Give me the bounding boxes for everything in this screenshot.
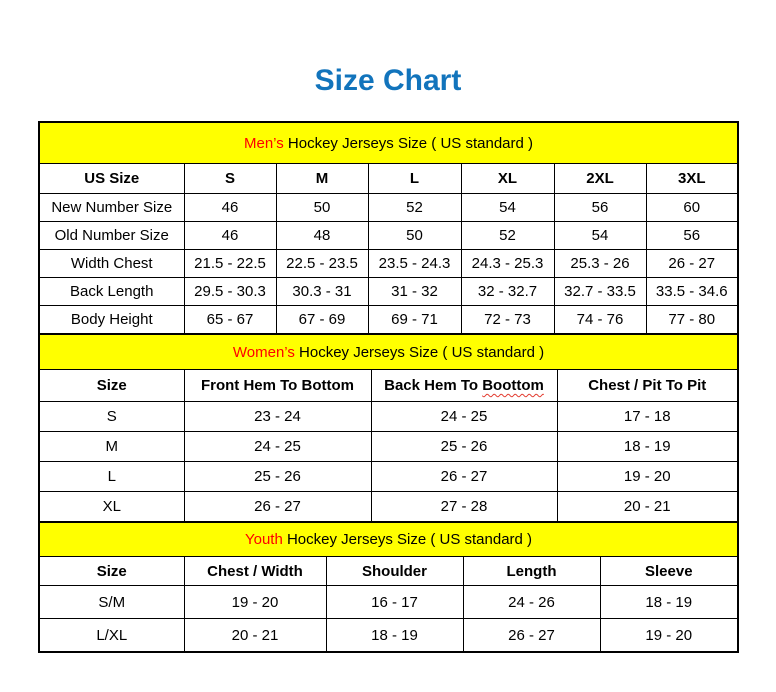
column-header: XL — [461, 164, 554, 194]
size-value-cell: 32 - 32.7 — [461, 278, 554, 306]
column-header: Shoulder — [326, 557, 463, 586]
size-value-cell: 20 - 21 — [184, 619, 326, 653]
column-header: S — [184, 164, 276, 194]
mens-banner-text: Hockey Jerseys Size ( US standard ) — [283, 134, 534, 152]
table-row — [39, 402, 738, 432]
size-value-cell: 60 — [646, 194, 738, 222]
size-value-cell: 24 - 25 — [184, 432, 371, 462]
size-value-cell: 50 — [276, 194, 368, 222]
table-row — [39, 522, 738, 557]
column-header: L — [368, 164, 461, 194]
row-label: Body Height — [39, 306, 184, 335]
size-value-cell: 24.3 - 25.3 — [461, 250, 554, 278]
size-value-cell: 22.5 - 23.5 — [276, 250, 368, 278]
size-value-cell: 48 — [276, 222, 368, 250]
column-header: M — [276, 164, 368, 194]
size-value-cell: 18 - 19 — [600, 586, 738, 619]
size-value-cell: 67 - 69 — [276, 306, 368, 335]
column-header: Length — [463, 557, 600, 586]
size-value-cell: 26 - 27 — [463, 619, 600, 653]
size-value-cell: 74 - 76 — [554, 306, 646, 335]
table-row — [39, 586, 738, 619]
size-value-cell: 46 — [184, 222, 276, 250]
table-row — [39, 370, 738, 402]
row-label: Width Chest — [39, 250, 184, 278]
size-value-cell: 24 - 26 — [463, 586, 600, 619]
size-value-cell: 56 — [554, 194, 646, 222]
size-value-cell: 19 - 20 — [557, 462, 738, 492]
womens-banner — [39, 334, 738, 370]
size-value-cell: 18 - 19 — [557, 432, 738, 462]
column-header: 2XL — [554, 164, 646, 194]
row-label: S/M — [39, 586, 184, 619]
table-row — [39, 194, 738, 222]
size-value-cell: 25.3 - 26 — [554, 250, 646, 278]
column-header: Size — [39, 370, 184, 402]
table-row — [39, 619, 738, 653]
size-value-cell: 21.5 - 22.5 — [184, 250, 276, 278]
size-value-cell: 54 — [461, 194, 554, 222]
size-value-cell: 18 - 19 — [326, 619, 463, 653]
table-row — [39, 557, 738, 586]
mens-banner-accent: Men’s — [244, 134, 284, 152]
misspelled-word: Boottom — [482, 377, 544, 394]
page-title: Size Chart — [314, 64, 462, 97]
size-value-cell: 25 - 26 — [184, 462, 371, 492]
table-row — [39, 306, 738, 335]
row-label: L — [39, 462, 184, 492]
youth-banner-text: Hockey Jerseys Size ( US standard ) — [282, 531, 533, 548]
size-value-cell: 50 — [368, 222, 461, 250]
table-row — [39, 278, 738, 306]
youth-banner — [39, 522, 738, 557]
youth-size-table — [38, 521, 739, 653]
womens-banner-text: Hockey Jerseys Size ( US standard ) — [294, 343, 545, 361]
size-value-cell: 52 — [461, 222, 554, 250]
size-value-cell: 17 - 18 — [557, 402, 738, 432]
column-header — [371, 370, 557, 402]
size-value-cell: 19 - 20 — [184, 586, 326, 619]
size-value-cell: 46 — [184, 194, 276, 222]
size-value-cell: 19 - 20 — [600, 619, 738, 653]
womens-size-table — [38, 333, 739, 523]
size-value-cell: 24 - 25 — [371, 402, 557, 432]
table-row — [39, 462, 738, 492]
row-label: Old Number Size — [39, 222, 184, 250]
size-value-cell: 27 - 28 — [371, 492, 557, 523]
size-chart-tables — [38, 121, 737, 653]
size-value-cell: 23.5 - 24.3 — [368, 250, 461, 278]
column-header: 3XL — [646, 164, 738, 194]
table-row — [39, 432, 738, 462]
row-label: New Number Size — [39, 194, 184, 222]
size-value-cell: 23 - 24 — [184, 402, 371, 432]
column-header: Sleeve — [600, 557, 738, 586]
size-value-cell: 31 - 32 — [368, 278, 461, 306]
table-row — [39, 334, 738, 370]
mens-banner — [39, 122, 738, 164]
mens-size-table — [38, 121, 739, 335]
size-value-cell: 56 — [646, 222, 738, 250]
column-header: Size — [39, 557, 184, 586]
size-value-cell: 52 — [368, 194, 461, 222]
size-value-cell: 65 - 67 — [184, 306, 276, 335]
column-header: US Size — [39, 164, 184, 194]
row-label: S — [39, 402, 184, 432]
size-value-cell: 72 - 73 — [461, 306, 554, 335]
size-value-cell: 25 - 26 — [371, 432, 557, 462]
size-value-cell: 30.3 - 31 — [276, 278, 368, 306]
size-value-cell: 33.5 - 34.6 — [646, 278, 738, 306]
table-row — [39, 250, 738, 278]
table-row — [39, 492, 738, 523]
table-row — [39, 222, 738, 250]
row-label: M — [39, 432, 184, 462]
table-row — [39, 122, 738, 164]
size-value-cell: 29.5 - 30.3 — [184, 278, 276, 306]
column-header: Front Hem To Bottom — [184, 370, 371, 402]
size-value-cell: 26 - 27 — [646, 250, 738, 278]
table-row — [39, 164, 738, 194]
size-value-cell: 16 - 17 — [326, 586, 463, 619]
size-value-cell: 54 — [554, 222, 646, 250]
size-value-cell: 32.7 - 33.5 — [554, 278, 646, 306]
column-header: Chest / Width — [184, 557, 326, 586]
size-value-cell: 20 - 21 — [557, 492, 738, 523]
size-value-cell: 26 - 27 — [371, 462, 557, 492]
row-label: XL — [39, 492, 184, 523]
row-label: L/XL — [39, 619, 184, 653]
column-header: Chest / Pit To Pit — [557, 370, 738, 402]
row-label: Back Length — [39, 278, 184, 306]
size-value-cell: 26 - 27 — [184, 492, 371, 523]
womens-banner-accent: Women’s — [232, 343, 295, 361]
youth-banner-accent: Youth — [244, 531, 283, 548]
column-header-text: Back Hem To — [384, 377, 483, 394]
size-value-cell: 69 - 71 — [368, 306, 461, 335]
size-value-cell: 77 - 80 — [646, 306, 738, 335]
